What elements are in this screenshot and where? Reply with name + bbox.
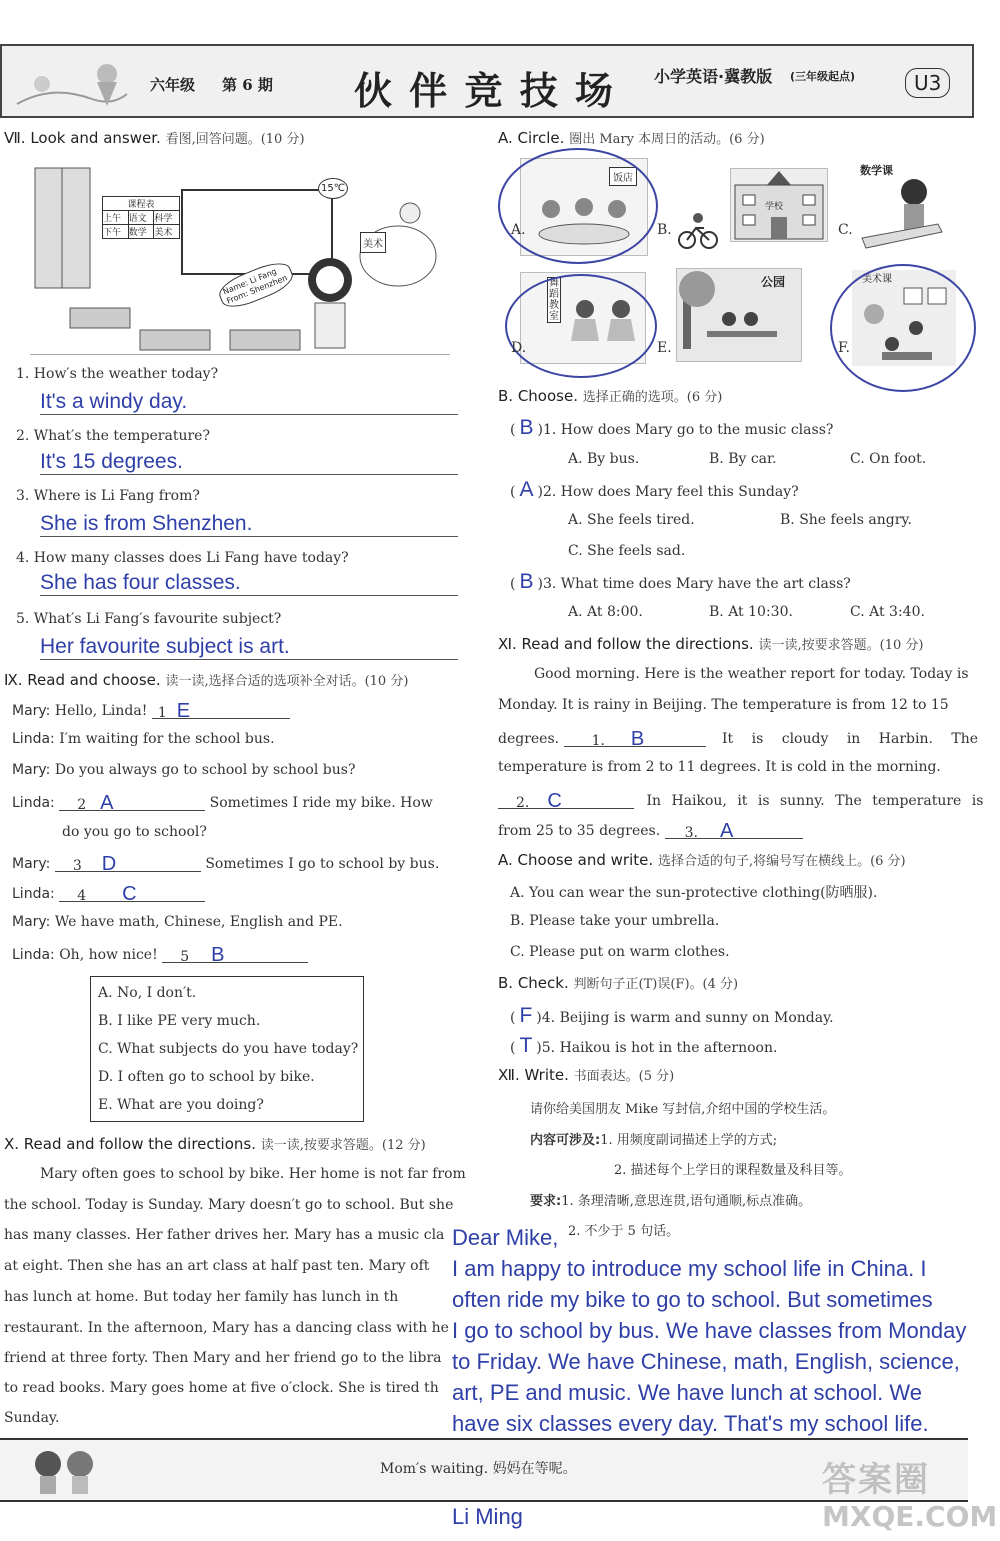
choice-option: C. At 3:40. bbox=[850, 604, 925, 620]
requirement-item: 2. 不少于 5 句话。 bbox=[568, 1224, 680, 1239]
choice-option: C. She feels sad. bbox=[568, 543, 686, 559]
s10-passage-line: at eight. Then she has an art class at half past ten. Mary oft bbox=[4, 1258, 430, 1274]
s11b-heading: B. Check. 判断句子正(T)误(F)。(4 分) bbox=[498, 974, 739, 992]
s11-passage-line: Monday. It is rainy in Beijing. The temperature is from 12 to 15 bbox=[498, 697, 949, 713]
restaurant-label: 饭店 bbox=[609, 167, 637, 186]
schedule-cell: 上午 bbox=[103, 211, 129, 224]
option-c: C. What subjects do you have today? bbox=[98, 1041, 359, 1057]
check-text: )5. Haikou is hot in the afternoon. bbox=[536, 1040, 778, 1056]
s10-passage-line: Mary often goes to school by bike. Her home is not far from bbox=[40, 1166, 466, 1182]
letter-line: often ride my bike to go to school. But sometimes bbox=[452, 1287, 933, 1312]
page-header bbox=[0, 44, 974, 118]
thermometer-label: 15℃ bbox=[318, 178, 348, 199]
s11-option-c: C. Please put on warm clothes. bbox=[510, 944, 730, 960]
choice-question-3: ( B )3. What time does Mary have the art class? bbox=[510, 570, 851, 593]
speaker: Mary: bbox=[12, 703, 51, 719]
check-item-5: ( T )5. Haikou is hot in the afternoon. bbox=[510, 1034, 778, 1057]
student-desk-drawing bbox=[858, 178, 946, 252]
choice-question-2: ( A )2. How does Mary feel this Sunday? bbox=[510, 478, 799, 501]
schedule-cell: 科学 bbox=[154, 214, 173, 224]
dance-room-label: 舞蹈教室 bbox=[549, 278, 559, 322]
blank-number: 3. bbox=[684, 825, 698, 841]
s10-passage-line: Sunday. bbox=[4, 1410, 60, 1426]
passage-text: degrees. bbox=[498, 731, 560, 747]
blank-answer: E bbox=[176, 700, 191, 722]
s11-passage-line: temperature is from 2 to 11 degrees. It is cold in the morning. bbox=[498, 759, 941, 775]
choice-option: B. At 10:30. bbox=[709, 604, 793, 620]
s7-answer-3: She is from Shenzhen. bbox=[40, 512, 458, 537]
speaker: Mary: bbox=[12, 856, 51, 872]
park-drawing bbox=[677, 269, 801, 361]
name-tag: Name: Li Fang From: Shenzhen bbox=[215, 257, 297, 313]
line-text: Sometimes I go to school by bus. bbox=[205, 856, 440, 872]
s7-answer-4: She has four classes. bbox=[40, 571, 458, 596]
newspaper-title: 伙 伴 竞 技 场 bbox=[354, 68, 615, 113]
dialogue-line-8 bbox=[12, 914, 343, 930]
line-text: Sometimes I ride my bike. How bbox=[209, 795, 433, 811]
s12-heading: Ⅻ. Write. 书面表达。(5 分) bbox=[498, 1066, 675, 1084]
s10-heading: Ⅹ. Read and follow the directions. 读一读,按要求答题。(12 分) bbox=[4, 1135, 426, 1153]
classroom-drawing bbox=[30, 158, 450, 354]
line-text: I′m waiting for the school bus. bbox=[59, 731, 275, 747]
s10-passage-line: to read books. Mary goes home at five o′clock. She is tired th bbox=[4, 1380, 439, 1396]
dialogue-line-2 bbox=[12, 731, 275, 747]
letter-line: to Friday. We have Chinese, math, English, science, bbox=[452, 1349, 960, 1374]
s10a-heading: A. Circle. 圈出 Mary 本周日的活动。(6 分) bbox=[498, 129, 765, 147]
dialogue-line-6 bbox=[12, 853, 440, 875]
header-subtitle-note: (三年级起点) bbox=[790, 70, 856, 83]
choice-option: C. On foot. bbox=[850, 451, 927, 467]
picture-letter-a: A. bbox=[511, 222, 526, 238]
requirement-label: 要求: bbox=[530, 1194, 562, 1209]
letter-line: Li Ming bbox=[452, 1504, 523, 1529]
picture-letter-d: D. bbox=[511, 340, 527, 356]
requirement-item: 1. 条理清晰,意思连贯,语句通顺,标点准确。 bbox=[561, 1194, 812, 1209]
picture-letter-e: E. bbox=[657, 340, 672, 356]
blank-number: 1. bbox=[591, 733, 605, 749]
grade-label: 六年级 bbox=[150, 76, 196, 94]
math-class-label: 数学课 bbox=[860, 164, 893, 177]
speaker: Linda: bbox=[12, 795, 55, 811]
choice-option: A. She feels tired. bbox=[568, 512, 695, 528]
school-label: 学校 bbox=[765, 202, 784, 212]
schedule-cell: 语文 bbox=[129, 211, 155, 224]
blank-answer: C bbox=[547, 790, 562, 812]
blank-number: 4 bbox=[77, 888, 87, 904]
park-picture bbox=[676, 268, 802, 362]
s12-requirements bbox=[530, 1190, 811, 1209]
option-b: B. I like PE very much. bbox=[98, 1013, 261, 1029]
schedule-cell: 下午 bbox=[103, 225, 129, 238]
blank-answer: A bbox=[719, 820, 734, 842]
line-text: We have math, Chinese, English and PE. bbox=[54, 914, 343, 930]
choice-answer: B bbox=[519, 416, 534, 439]
s10-passage-line: the school. Today is Sunday. Mary doesn′t go to school. But she bbox=[4, 1197, 454, 1213]
art-book-label: 美术 bbox=[360, 232, 386, 253]
blank-answer: D bbox=[101, 853, 117, 875]
s10-passage-line: has lunch at home. But today her family has lunch in th bbox=[4, 1289, 399, 1305]
dialogue-line-9 bbox=[12, 944, 308, 966]
bike-icon bbox=[678, 210, 718, 250]
line-text: Hello, Linda! bbox=[54, 703, 148, 719]
classroom-picture bbox=[30, 158, 450, 355]
s11-option-a: A. You can wear the sun-protective clothing(防晒服). bbox=[510, 885, 878, 901]
s10-passage-line: has many classes. Her father drives her. Mary has a music cla bbox=[4, 1227, 445, 1243]
unit-badge: U3 bbox=[905, 68, 950, 98]
s11-passage-line bbox=[498, 728, 979, 750]
choice-option: A. At 8:00. bbox=[568, 604, 643, 620]
choice-answer: A bbox=[519, 478, 534, 501]
s7-question-2: 2. What′s the temperature? bbox=[16, 428, 210, 444]
blank-number: 3 bbox=[72, 858, 82, 874]
watermark: 答案圈 bbox=[822, 1460, 930, 1500]
letter-line: I am happy to introduce my school life in China. I bbox=[452, 1256, 927, 1281]
s11-passage-line bbox=[498, 820, 803, 842]
header-decoration bbox=[12, 54, 132, 110]
letter-line: Dear Mike, bbox=[452, 1225, 559, 1250]
speaker: Mary: bbox=[12, 762, 51, 778]
art-class-label: 美术课 bbox=[862, 274, 892, 285]
picture-letter-c: C. bbox=[838, 222, 853, 238]
line-text: Do you always go to school by school bus? bbox=[54, 762, 356, 778]
dialogue-line-3 bbox=[12, 762, 355, 778]
schedule-table bbox=[102, 196, 180, 239]
letter-line: art, PE and music. We have lunch at school. We bbox=[452, 1380, 922, 1405]
s7-heading: Ⅶ. Look and answer. 看图,回答问题。(10 分) bbox=[4, 129, 305, 147]
header-subtitle: 小学英语·冀教版 bbox=[654, 67, 773, 86]
dialogue-line-5: do you go to school? bbox=[62, 824, 207, 840]
blank-number: 2 bbox=[77, 797, 87, 813]
s10b-heading: B. Choose. 选择正确的选项。(6 分) bbox=[498, 387, 723, 405]
s7-question-1: 1. How′s the weather today? bbox=[16, 366, 219, 382]
s11-blank-1 bbox=[564, 728, 706, 750]
blank-1 bbox=[152, 700, 290, 722]
speaker: Linda: bbox=[12, 947, 55, 963]
check-answer: T bbox=[519, 1034, 533, 1057]
blank-number: 2. bbox=[516, 795, 530, 811]
circle-mark-d bbox=[505, 274, 657, 378]
line-text: Oh, how nice! bbox=[59, 947, 158, 963]
s9-options-box bbox=[90, 976, 364, 1122]
content-label: 内容可涉及: bbox=[530, 1133, 601, 1148]
option-a: A. No, I don′t. bbox=[98, 985, 197, 1001]
content-item: 1. 用频度副词描述上学的方式; bbox=[600, 1133, 778, 1148]
s7-question-4: 4. How many classes does Li Fang have today? bbox=[16, 550, 349, 566]
school-picture bbox=[730, 168, 828, 242]
blank-answer: B bbox=[630, 728, 645, 750]
s12-prompt: 请你给美国朋友 Mike 写封信,介绍中国的学校生活。 bbox=[530, 1102, 836, 1117]
speaker: Mary: bbox=[12, 914, 51, 930]
s11a-heading: A. Choose and write. 选择合适的句子,将编号写在横线上。(6 分) bbox=[498, 851, 906, 869]
choice-option: B. By car. bbox=[709, 451, 777, 467]
dialogue-line-1 bbox=[12, 700, 290, 722]
passage-text: from 25 to 35 degrees. bbox=[498, 823, 661, 839]
speaker: Linda: bbox=[12, 886, 55, 902]
schedule-cell: 数学 bbox=[129, 225, 155, 238]
kids-illustration bbox=[28, 1444, 104, 1496]
s11-blank-2 bbox=[498, 790, 634, 812]
watermark-url: MXQE.COM bbox=[822, 1500, 998, 1533]
s7-answer-5: Her favourite subject is art. bbox=[40, 635, 458, 660]
s10-passage-line: restaurant. In the afternoon, Mary has a dancing class with he bbox=[4, 1320, 449, 1336]
s11-passage-line: Good morning. Here is the weather report for today. Today is bbox=[534, 666, 969, 682]
picture-letter-b: B. bbox=[657, 222, 672, 238]
s11-passage-line bbox=[498, 790, 984, 812]
circle-mark-a bbox=[498, 148, 658, 264]
s10-passage-line: friend at three forty. Then Mary and her friend go to the libra bbox=[4, 1350, 442, 1366]
blank-5 bbox=[162, 944, 308, 966]
letter-line: I go to school by bus. We have classes from Monday bbox=[452, 1318, 967, 1343]
choice-question-text: )1. How does Mary go to the music class? bbox=[537, 422, 834, 438]
content-item: 2. 描述每个上学日的课程数量及科目等。 bbox=[614, 1163, 852, 1178]
choice-answer: B bbox=[519, 570, 534, 593]
schedule-cell: 美术 bbox=[154, 228, 173, 238]
dialogue-line-4 bbox=[12, 792, 433, 814]
issue-label: 第 6 期 bbox=[222, 76, 273, 94]
s12-content bbox=[530, 1129, 777, 1148]
blank-4 bbox=[59, 883, 205, 905]
check-item-4: ( F )4. Beijing is warm and sunny on Monday. bbox=[510, 1004, 834, 1027]
blank-3 bbox=[55, 853, 201, 875]
speaker: Linda: bbox=[12, 731, 55, 747]
s11-blank-3 bbox=[665, 820, 803, 842]
s9-heading: Ⅸ. Read and choose. 读一读,选择合适的选项补全对话。(10 分) bbox=[4, 671, 409, 689]
footer-text: Mom′s waiting. 妈妈在等呢。 bbox=[380, 1461, 577, 1477]
blank-answer: B bbox=[211, 944, 225, 966]
passage-text: It is cloudy in Harbin. The bbox=[722, 731, 979, 747]
blank-number: 1 bbox=[157, 705, 167, 721]
letter-line: have six classes every day. That's my school life. bbox=[452, 1411, 929, 1436]
check-answer: F bbox=[519, 1004, 533, 1027]
blank-answer: A bbox=[100, 792, 114, 814]
park-label: 公园 bbox=[761, 275, 786, 289]
schedule-title: 课程表 bbox=[103, 197, 179, 211]
blank-number: 5 bbox=[180, 949, 190, 965]
dialogue-line-7 bbox=[12, 883, 205, 905]
choice-question-text: )3. What time does Mary have the art class? bbox=[537, 576, 851, 592]
s11-option-b: B. Please take your umbrella. bbox=[510, 913, 720, 929]
choice-question-1: ( B )1. How does Mary go to the music class? bbox=[510, 416, 834, 439]
option-e: E. What are you doing? bbox=[98, 1097, 264, 1113]
blank-answer: C bbox=[122, 883, 137, 905]
math-class-picture bbox=[858, 160, 946, 252]
blank-2 bbox=[59, 792, 205, 814]
passage-text: In Haikou, it is sunny. The temperature is bbox=[646, 793, 984, 809]
choice-option: A. By bus. bbox=[568, 451, 640, 467]
s7-question-5: 5. What′s Li Fang′s favourite subject? bbox=[16, 611, 282, 627]
option-d: D. I often go to school by bike. bbox=[98, 1069, 315, 1085]
s7-answer-2: It's 15 degrees. bbox=[40, 450, 458, 475]
circle-mark-f bbox=[830, 264, 976, 392]
choice-question-text: )2. How does Mary feel this Sunday? bbox=[537, 484, 799, 500]
picture-letter-f: F. bbox=[838, 340, 850, 356]
check-text: )4. Beijing is warm and sunny on Monday. bbox=[536, 1010, 834, 1026]
s7-question-3: 3. Where is Li Fang from? bbox=[16, 488, 200, 504]
choice-option: B. She feels angry. bbox=[780, 512, 912, 528]
s7-answer-1: It's a windy day. bbox=[40, 390, 458, 415]
s11-heading: Ⅺ. Read and follow the directions. 读一读,按要求答题。(10 分) bbox=[498, 635, 924, 653]
